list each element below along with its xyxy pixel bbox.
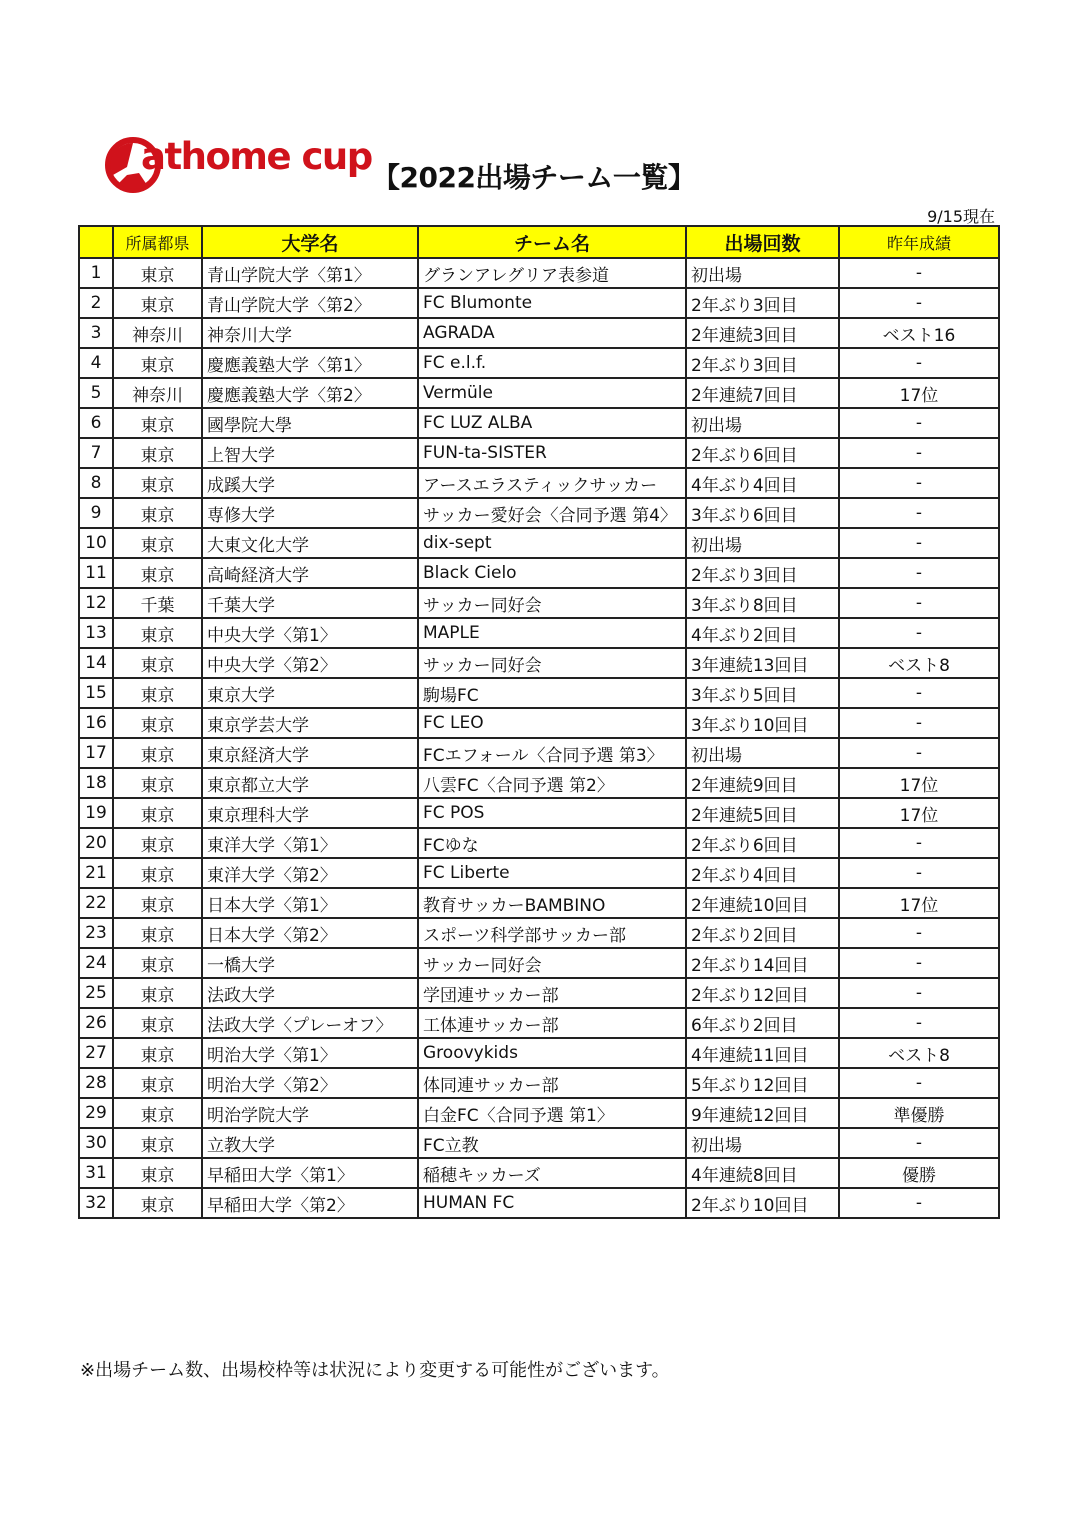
row-number: 31 [79,1158,113,1188]
table-row [79,438,999,468]
table-row [79,348,999,378]
row-number: 27 [79,1038,113,1068]
appearances-cell: 3年ぶり8回目 [686,588,839,618]
team-cell: dix-sept [418,528,686,558]
university-cell: 明治学院大学 [202,1098,418,1128]
team-cell: サッカー愛好会〈合同予選 第4〉 [418,498,686,528]
university-cell: 法政大学〈プレーオフ〉 [202,1008,418,1038]
university-cell: 明治大学〈第2〉 [202,1068,418,1098]
logo-text: athome cup [141,135,372,178]
team-cell: サッカー同好会 [418,648,686,678]
row-number: 5 [79,378,113,408]
table-row [79,528,999,558]
team-cell: FC立教 [418,1128,686,1158]
col-header-last-result: 昨年成績 [839,226,999,258]
last-result-cell: - [839,408,999,438]
prefecture-cell: 東京 [113,918,202,948]
last-result-cell: - [839,438,999,468]
appearances-cell: 初出場 [686,408,839,438]
prefecture-cell: 東京 [113,678,202,708]
university-cell: 高崎経済大学 [202,558,418,588]
prefecture-cell: 千葉 [113,588,202,618]
team-cell: グランアレグリア表参道 [418,258,686,288]
row-number: 32 [79,1188,113,1218]
last-result-cell: - [839,1188,999,1218]
university-cell: 早稲田大学〈第1〉 [202,1158,418,1188]
prefecture-cell: 東京 [113,858,202,888]
table-row [79,498,999,528]
appearances-cell: 3年連続13回目 [686,648,839,678]
last-result-cell: ベスト8 [839,1038,999,1068]
university-cell: 東洋大学〈第2〉 [202,858,418,888]
col-header-no [79,226,113,258]
table-row [79,588,999,618]
table-row [79,318,999,348]
team-cell: FC LUZ ALBA [418,408,686,438]
table-row [79,288,999,318]
university-cell: 青山学院大学〈第2〉 [202,288,418,318]
row-number: 21 [79,858,113,888]
appearances-cell: 2年連続10回目 [686,888,839,918]
appearances-cell: 2年ぶり12回目 [686,978,839,1008]
team-cell: 八雲FC〈合同予選 第2〉 [418,768,686,798]
appearances-cell: 初出場 [686,1128,839,1158]
table-row [79,1038,999,1068]
col-header-prefecture: 所属都県 [113,226,202,258]
university-cell: 中央大学〈第2〉 [202,648,418,678]
prefecture-cell: 東京 [113,978,202,1008]
appearances-cell: 4年連続8回目 [686,1158,839,1188]
last-result-cell: - [839,918,999,948]
row-number: 14 [79,648,113,678]
row-number: 2 [79,288,113,318]
athome-cup-logo [105,133,372,203]
prefecture-cell: 東京 [113,528,202,558]
row-number: 26 [79,1008,113,1038]
appearances-cell: 2年連続9回目 [686,768,839,798]
university-cell: 東京学芸大学 [202,708,418,738]
prefecture-cell: 東京 [113,828,202,858]
prefecture-cell: 東京 [113,648,202,678]
prefecture-cell: 神奈川 [113,378,202,408]
appearances-cell: 2年ぶり4回目 [686,858,839,888]
row-number: 25 [79,978,113,1008]
prefecture-cell: 東京 [113,498,202,528]
table-row [79,828,999,858]
last-result-cell: - [839,558,999,588]
appearances-cell: 3年ぶり6回目 [686,498,839,528]
university-cell: 立教大学 [202,1128,418,1158]
university-cell: 青山学院大学〈第1〉 [202,258,418,288]
appearances-cell: 2年連続7回目 [686,378,839,408]
table-row [79,1188,999,1218]
row-number: 29 [79,1098,113,1128]
appearances-cell: 2年ぶり6回目 [686,828,839,858]
team-cell: 学団連サッカー部 [418,978,686,1008]
team-cell: Vermüle [418,378,686,408]
table-row [79,858,999,888]
last-result-cell: 17位 [839,768,999,798]
table-row [79,378,999,408]
team-list-table [78,225,1000,1219]
table-row [79,918,999,948]
row-number: 19 [79,798,113,828]
team-cell: 工体連サッカー部 [418,1008,686,1038]
last-result-cell: 17位 [839,378,999,408]
table-row [79,978,999,1008]
table-row [79,948,999,978]
university-cell: 東京理科大学 [202,798,418,828]
table-row [79,738,999,768]
last-result-cell: - [839,468,999,498]
last-result-cell: 17位 [839,798,999,828]
prefecture-cell: 東京 [113,1158,202,1188]
appearances-cell: 2年ぶり10回目 [686,1188,839,1218]
prefecture-cell: 東京 [113,468,202,498]
last-result-cell: - [839,1128,999,1158]
appearances-cell: 5年ぶり12回目 [686,1068,839,1098]
university-cell: 日本大学〈第1〉 [202,888,418,918]
last-result-cell: 優勝 [839,1158,999,1188]
prefecture-cell: 東京 [113,288,202,318]
row-number: 24 [79,948,113,978]
prefecture-cell: 東京 [113,1038,202,1068]
appearances-cell: 2年ぶり3回目 [686,288,839,318]
table-row [79,1098,999,1128]
prefecture-cell: 東京 [113,1068,202,1098]
table-row [79,888,999,918]
row-number: 20 [79,828,113,858]
row-number: 3 [79,318,113,348]
row-number: 1 [79,258,113,288]
appearances-cell: 2年ぶり2回目 [686,918,839,948]
university-cell: 東京都立大学 [202,768,418,798]
last-result-cell: - [839,288,999,318]
appearances-cell: 2年連続5回目 [686,798,839,828]
row-number: 23 [79,918,113,948]
university-cell: 専修大学 [202,498,418,528]
row-number: 15 [79,678,113,708]
row-number: 12 [79,588,113,618]
last-result-cell: ベスト16 [839,318,999,348]
university-cell: 早稲田大学〈第2〉 [202,1188,418,1218]
row-number: 30 [79,1128,113,1158]
appearances-cell: 初出場 [686,258,839,288]
row-number: 4 [79,348,113,378]
last-result-cell: 準優勝 [839,1098,999,1128]
last-result-cell: - [839,348,999,378]
table-row [79,1128,999,1158]
team-cell: 駒場FC [418,678,686,708]
last-result-cell: - [839,708,999,738]
team-cell: FC e.l.f. [418,348,686,378]
appearances-cell: 初出場 [686,738,839,768]
prefecture-cell: 東京 [113,558,202,588]
appearances-cell: 4年連続11回目 [686,1038,839,1068]
prefecture-cell: 東京 [113,948,202,978]
prefecture-cell: 東京 [113,258,202,288]
last-result-cell: - [839,978,999,1008]
team-cell: FUN-ta-SISTER [418,438,686,468]
table-row [79,1068,999,1098]
appearances-cell: 2年ぶり14回目 [686,948,839,978]
appearances-cell: 2年ぶり3回目 [686,558,839,588]
last-result-cell: - [839,258,999,288]
row-number: 8 [79,468,113,498]
row-number: 18 [79,768,113,798]
table-row [79,618,999,648]
team-cell: 稲穂キッカーズ [418,1158,686,1188]
prefecture-cell: 東京 [113,798,202,828]
table-row [79,678,999,708]
appearances-cell: 初出場 [686,528,839,558]
university-cell: 中央大学〈第1〉 [202,618,418,648]
appearances-cell: 2年ぶり6回目 [686,438,839,468]
table-row [79,408,999,438]
team-cell: FC Blumonte [418,288,686,318]
prefecture-cell: 神奈川 [113,318,202,348]
last-result-cell: - [839,948,999,978]
university-cell: 慶應義塾大学〈第1〉 [202,348,418,378]
university-cell: 上智大学 [202,438,418,468]
row-number: 17 [79,738,113,768]
table-row [79,708,999,738]
footnote: ※出場チーム数、出場校枠等は状況により変更する可能性がございます。 [80,1360,670,1381]
prefecture-cell: 東京 [113,708,202,738]
prefecture-cell: 東京 [113,1188,202,1218]
row-number: 11 [79,558,113,588]
university-cell: 大東文化大学 [202,528,418,558]
page-title: 【2022出場チーム一覧】 [372,161,696,194]
row-number: 28 [79,1068,113,1098]
last-result-cell: 17位 [839,888,999,918]
university-cell: 慶應義塾大学〈第2〉 [202,378,418,408]
university-cell: 千葉大学 [202,588,418,618]
university-cell: 東京大学 [202,678,418,708]
last-result-cell: ベスト8 [839,648,999,678]
prefecture-cell: 東京 [113,768,202,798]
table-row [79,768,999,798]
row-number: 9 [79,498,113,528]
team-cell: FC Liberte [418,858,686,888]
team-cell: Black Cielo [418,558,686,588]
appearances-cell: 2年連続3回目 [686,318,839,348]
university-cell: 明治大学〈第1〉 [202,1038,418,1068]
last-result-cell: - [839,528,999,558]
table-row [79,558,999,588]
prefecture-cell: 東京 [113,888,202,918]
prefecture-cell: 東京 [113,348,202,378]
last-result-cell: - [839,588,999,618]
appearances-cell: 2年ぶり3回目 [686,348,839,378]
last-result-cell: - [839,858,999,888]
table-row [79,648,999,678]
last-result-cell: - [839,1008,999,1038]
row-number: 16 [79,708,113,738]
as-of-date: 9/15現在 [927,207,995,226]
team-cell: 教育サッカーBAMBINO [418,888,686,918]
prefecture-cell: 東京 [113,1008,202,1038]
col-header-university: 大学名 [202,226,418,258]
table-row [79,258,999,288]
last-result-cell: - [839,738,999,768]
team-cell: 体同連サッカー部 [418,1068,686,1098]
appearances-cell: 3年ぶり10回目 [686,708,839,738]
table-row [79,1008,999,1038]
col-header-team: チーム名 [418,226,686,258]
team-cell: FC POS [418,798,686,828]
team-cell: サッカー同好会 [418,588,686,618]
appearances-cell: 6年ぶり2回目 [686,1008,839,1038]
appearances-cell: 4年ぶり4回目 [686,468,839,498]
university-cell: 國學院大學 [202,408,418,438]
row-number: 13 [79,618,113,648]
last-result-cell: - [839,498,999,528]
table-row [79,798,999,828]
last-result-cell: - [839,678,999,708]
col-header-appearances: 出場回数 [686,226,839,258]
appearances-cell: 4年ぶり2回目 [686,618,839,648]
university-cell: 法政大学 [202,978,418,1008]
university-cell: 成蹊大学 [202,468,418,498]
team-cell: アースエラスティックサッカー [418,468,686,498]
row-number: 6 [79,408,113,438]
team-cell: AGRADA [418,318,686,348]
team-cell: サッカー同好会 [418,948,686,978]
university-cell: 東洋大学〈第1〉 [202,828,418,858]
university-cell: 神奈川大学 [202,318,418,348]
prefecture-cell: 東京 [113,438,202,468]
team-cell: FC LEO [418,708,686,738]
team-cell: HUMAN FC [418,1188,686,1218]
prefecture-cell: 東京 [113,738,202,768]
prefecture-cell: 東京 [113,1098,202,1128]
university-cell: 日本大学〈第2〉 [202,918,418,948]
prefecture-cell: 東京 [113,408,202,438]
university-cell: 東京経済大学 [202,738,418,768]
last-result-cell: - [839,1068,999,1098]
team-cell: MAPLE [418,618,686,648]
row-number: 22 [79,888,113,918]
team-cell: 白金FC〈合同予選 第1〉 [418,1098,686,1128]
appearances-cell: 9年連続12回目 [686,1098,839,1128]
appearances-cell: 3年ぶり5回目 [686,678,839,708]
row-number: 10 [79,528,113,558]
last-result-cell: - [839,828,999,858]
university-cell: 一橋大学 [202,948,418,978]
table-row [79,1158,999,1188]
row-number: 7 [79,438,113,468]
table-row [79,468,999,498]
table-header-row [79,226,999,258]
team-cell: FCエフォール〈合同予選 第3〉 [418,738,686,768]
last-result-cell: - [839,618,999,648]
team-cell: スポーツ科学部サッカー部 [418,918,686,948]
team-cell: Groovykids [418,1038,686,1068]
team-cell: FCゆな [418,828,686,858]
prefecture-cell: 東京 [113,1128,202,1158]
prefecture-cell: 東京 [113,618,202,648]
